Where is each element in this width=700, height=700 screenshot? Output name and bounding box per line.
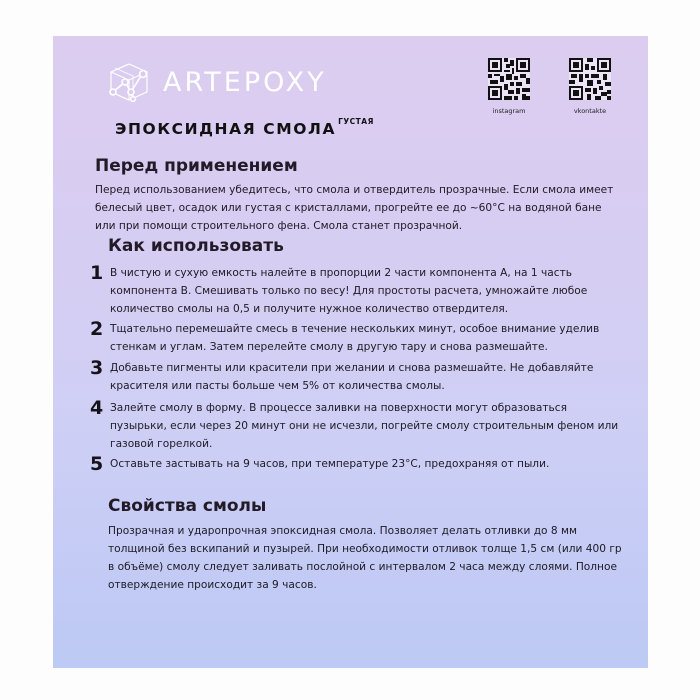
step-1 xyxy=(90,264,630,318)
step-text: Добавьте пигменты или красители при желании и снова размешайте. Не добавляйте красителя или пасты больше чем 5% от количества смолы. xyxy=(110,362,594,392)
step-5 xyxy=(90,455,630,473)
qr-instagram[interactable] xyxy=(484,58,534,115)
how-to-use-heading: Как использовать xyxy=(108,236,284,256)
step-text: Залейте смолу в форму. В процессе заливки на поверхности могут образоваться пузырьки, если через 20 минут они не исчезли, погрейте смолу строительным феном или газовой горелкой. xyxy=(110,402,619,450)
properties-text: Прозрачная и ударопрочная эпоксидная смола. Позволяет делать отливки до 8 мм толщиной без вскипаний и пузырей. При необходимости отливок толще 1,5 см (или 400 гр в объёме) смолу следует заливать послойной с интервалом 2 часа между слоями. Полное отверждение происходит за 9 часов. xyxy=(108,525,622,591)
qr-label: instagram xyxy=(492,107,526,115)
step-number: 5 xyxy=(90,453,104,475)
step-text: В чистую и сухую емкость налейте в пропорции 2 части компонента А, на 1 часть компонента В. Смешивать только по весу! Для простоты расчета, умножайте любое количество смолы на 0,5 и получите нужное количество отвердителя. xyxy=(110,267,588,315)
properties-heading: Свойства смолы xyxy=(108,496,267,516)
step-number: 3 xyxy=(90,357,104,379)
step-number: 1 xyxy=(90,262,104,284)
product-title xyxy=(115,116,374,138)
product-title-text: ЭПОКСИДНАЯ СМОЛА xyxy=(115,120,337,138)
product-variant: ГУСТАЯ xyxy=(338,116,374,126)
step-text: Тщательно перемешайте смесь в течение нескольких минут, особое внимание уделив стенкам и углам. Затем перелейте смолу в другую тару и снова размешайте. xyxy=(110,323,600,353)
qr-label: vkontakte xyxy=(573,107,607,115)
molecule-cube-icon xyxy=(105,62,153,102)
qr-code-icon xyxy=(569,58,611,100)
brand-name: ARTEPOXY xyxy=(163,66,327,98)
before-use-text: Перед использованием убедитесь, что смола и отвердитель прозрачные. Если смола имеет белесый цвет, осадок или густая с кристаллами, прогрейте ее до ~60°C на водяной бане или при помощи строительного фена. Смола станет прозрачной. xyxy=(95,184,614,232)
product-label-card xyxy=(53,36,648,668)
step-2 xyxy=(90,320,630,356)
brand-logo xyxy=(105,62,327,102)
step-4 xyxy=(90,399,630,453)
step-3 xyxy=(90,359,630,395)
step-number: 4 xyxy=(90,397,104,419)
step-number: 2 xyxy=(90,318,104,340)
before-use-heading: Перед применением xyxy=(95,156,298,176)
qr-vkontakte[interactable] xyxy=(565,58,615,115)
qr-code-icon xyxy=(488,58,530,100)
step-text: Оставьте застывать на 9 часов, при температуре 23°C, предохраняя от пыли. xyxy=(110,458,550,470)
